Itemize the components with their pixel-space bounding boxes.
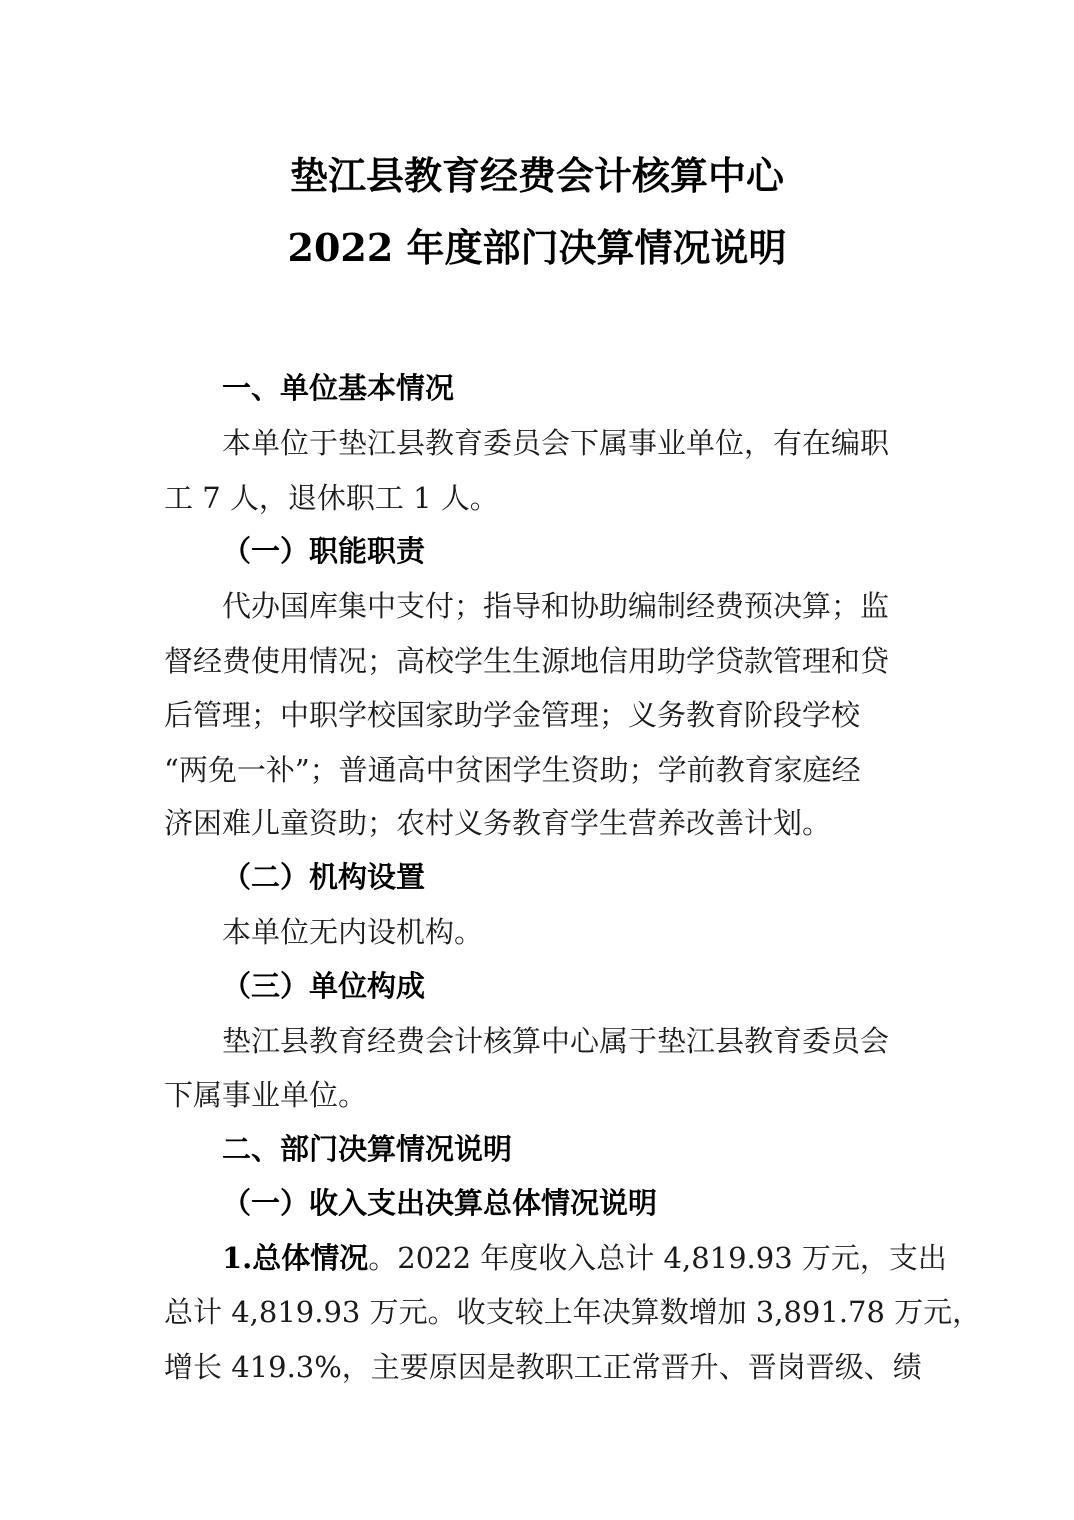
paragraph-line: 督经费使用情况；高校学生生源地信用助学贷款管理和贷 bbox=[164, 644, 890, 678]
paragraph-line: 后管理；中职学校国家助学金管理；义务教育阶段学校 bbox=[164, 698, 861, 732]
subsection-heading-duties: （一）职能职责 bbox=[222, 534, 426, 568]
section-heading-final-accounts: 二、部门决算情况说明 bbox=[222, 1132, 513, 1166]
paragraph-line: 本单位无内设机构。 bbox=[222, 915, 484, 949]
subsection-heading-structure: （二）机构设置 bbox=[222, 860, 426, 894]
subsection-heading-composition: （三）单位构成 bbox=[222, 969, 426, 1003]
paragraph-line: 垫江县教育经费会计核算中心属于垫江县教育委员会 bbox=[222, 1024, 890, 1058]
paragraph-lead: 1.总体情况 bbox=[222, 1241, 369, 1275]
paragraph-line: 总计 4,819.93 万元。收支较上年决算数增加 3,891.78 万元， bbox=[164, 1295, 982, 1329]
paragraph-line: 工 7 人，退休职工 1 人。 bbox=[164, 481, 499, 515]
paragraph-line: 本单位于垫江县教育委员会下属事业单位，有在编职 bbox=[222, 426, 890, 460]
paragraph-line: 代办国库集中支付；指导和协助编制经费预决算；监 bbox=[222, 589, 890, 623]
paragraph-line: “两免一补”；普通高中贫困学生资助；学前教育家庭经 bbox=[164, 753, 861, 787]
subsection-heading-income-expense: （一）收入支出决算总体情况说明 bbox=[222, 1186, 658, 1220]
paragraph-line bbox=[222, 1238, 947, 1278]
paragraph-line: 下属事业单位。 bbox=[164, 1078, 368, 1112]
paragraph-line: 济困难儿童资助；农村义务教育学生营养改善计划。 bbox=[164, 806, 832, 840]
paragraph-line: 增长 419.3%，主要原因是教职工正常晋升、晋岗晋级、绩 bbox=[164, 1350, 922, 1384]
document-title-line2: 2022 年度部门决算情况说明 bbox=[287, 225, 787, 270]
paragraph-text: 。2022 年度收入总计 4,819.93 万元，支出 bbox=[368, 1241, 947, 1275]
document-title-line1: 垫江县教育经费会计核算中心 bbox=[289, 153, 784, 198]
section-heading-basic-info: 一、单位基本情况 bbox=[222, 371, 455, 405]
